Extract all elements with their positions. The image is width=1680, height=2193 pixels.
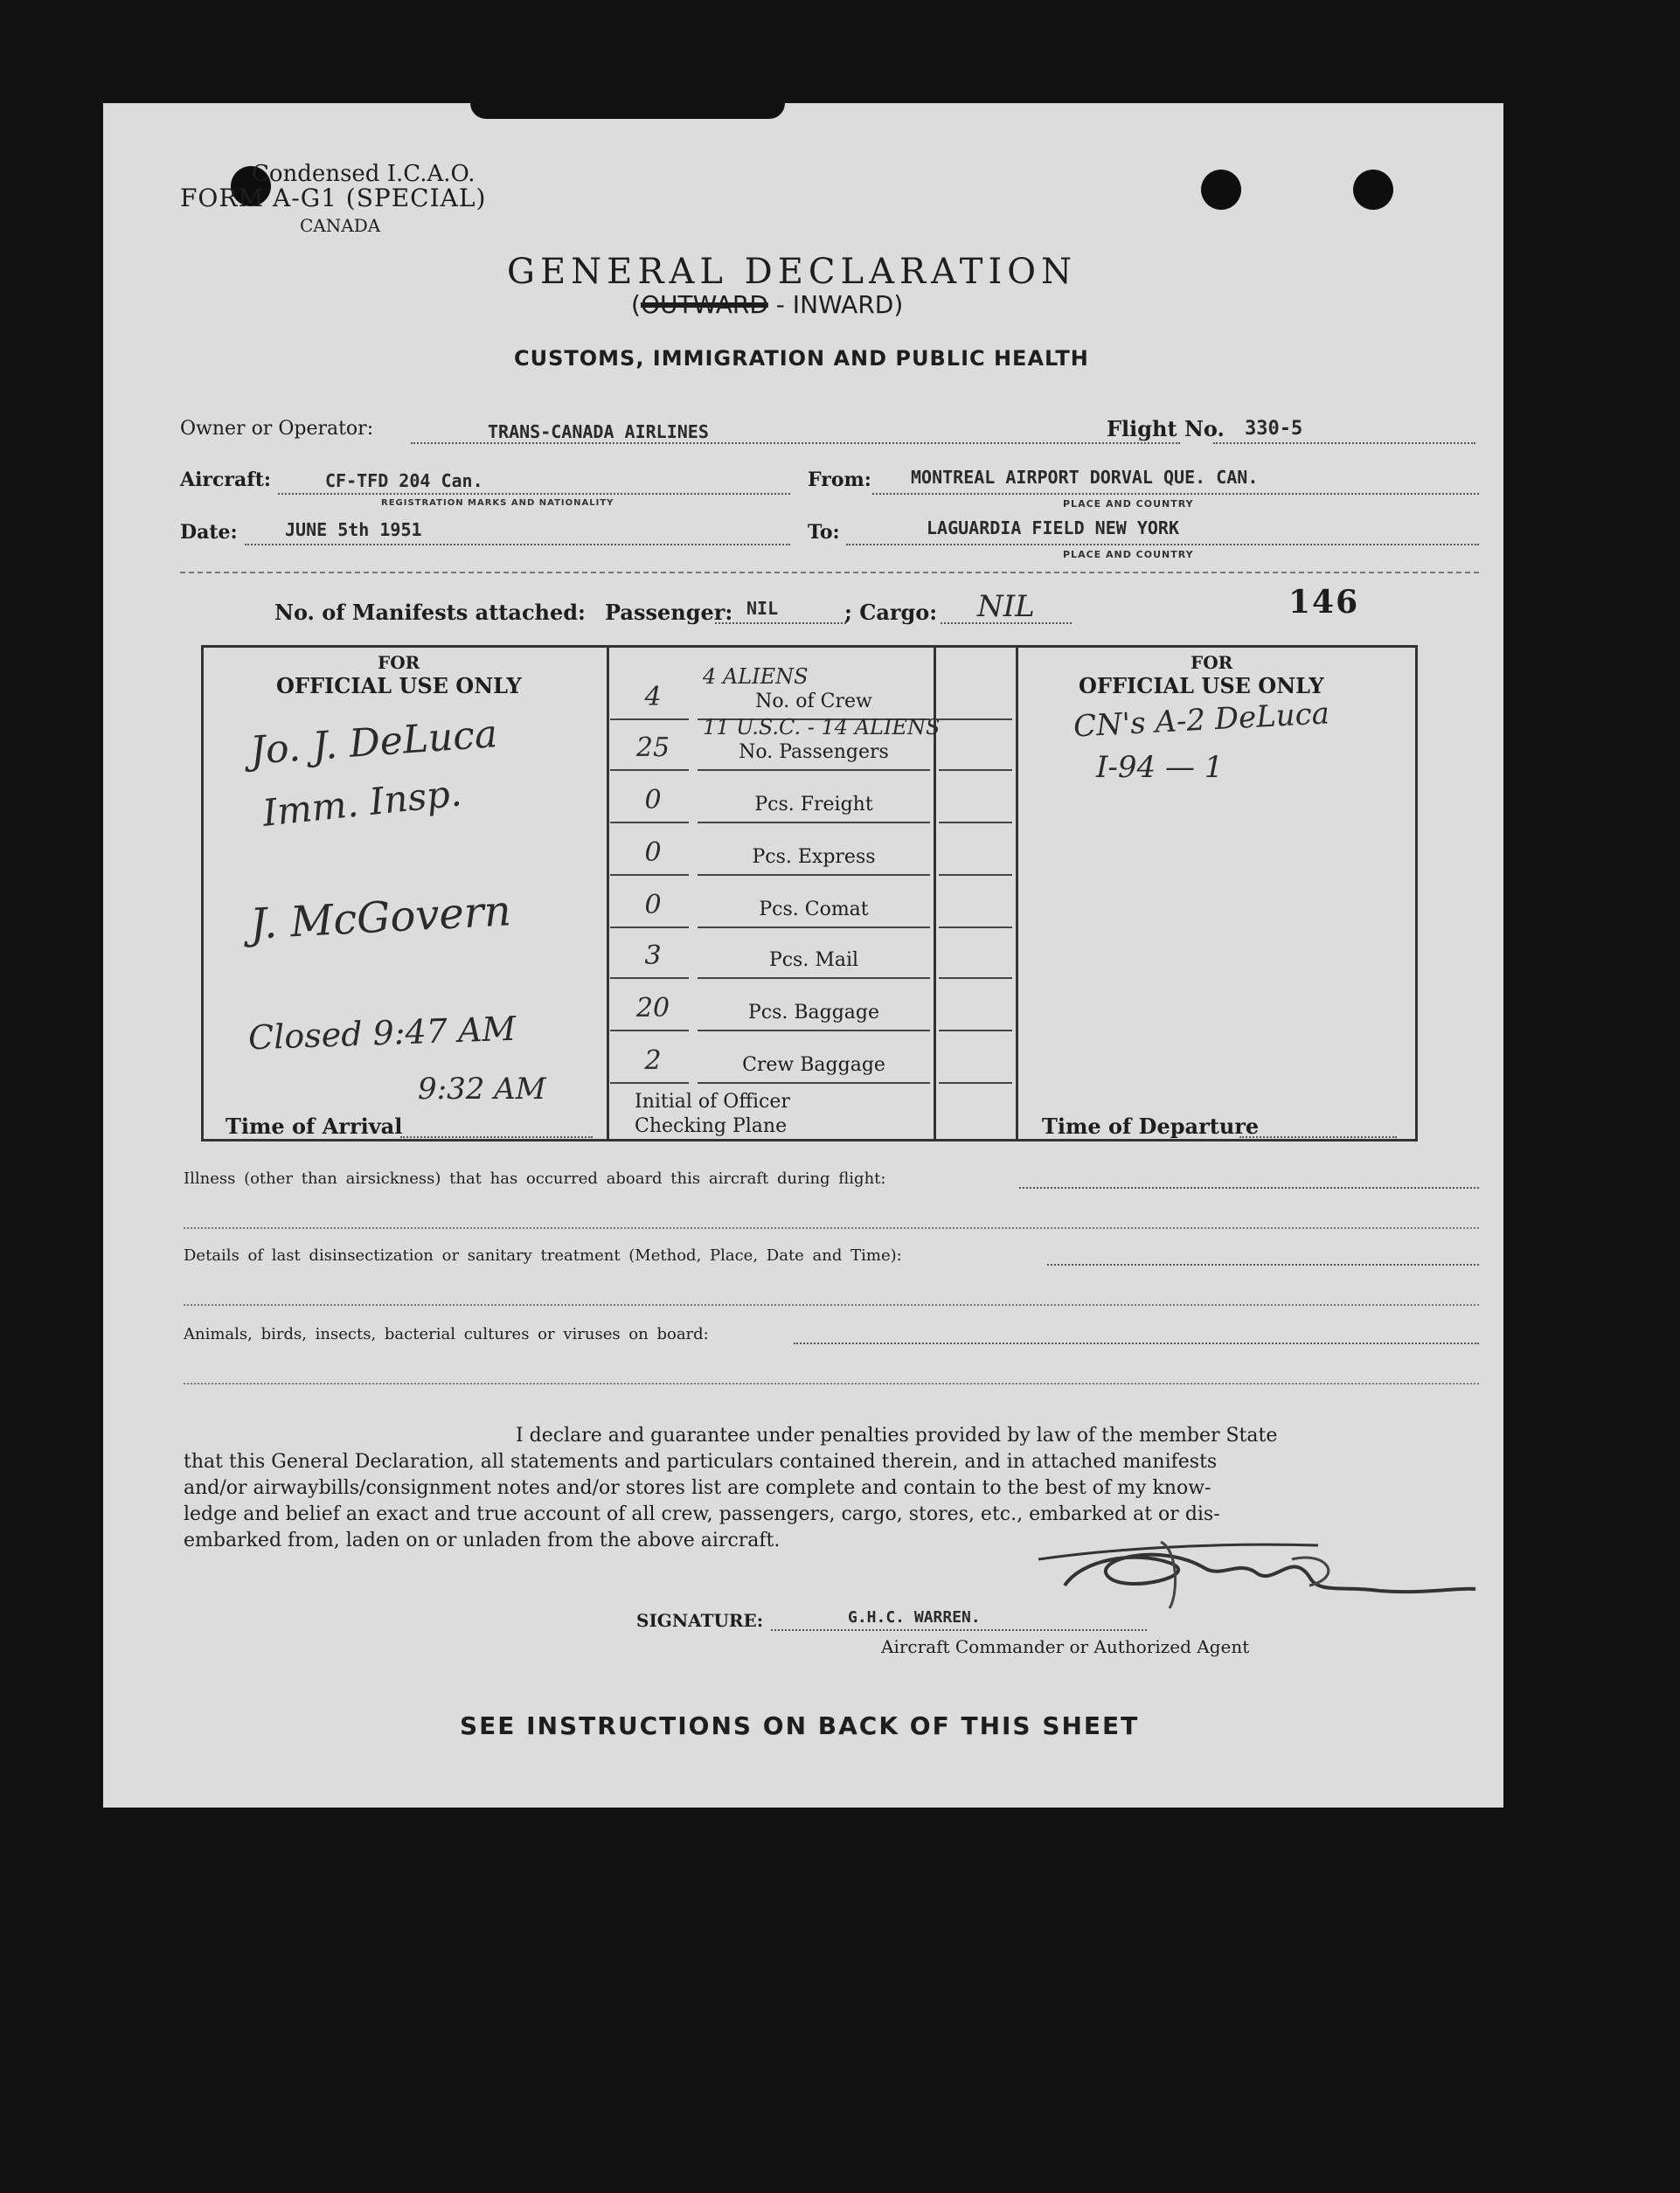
- table-row-rule: [610, 822, 689, 823]
- handwritten-right-note-1: CN's A-2 DeLuca: [1073, 696, 1330, 745]
- to-caption: PLACE AND COUNTRY: [1063, 549, 1194, 560]
- animals-line-2: [184, 1383, 1479, 1385]
- table-divider-3: [1016, 645, 1018, 1142]
- flight-value: 330-5: [1245, 418, 1303, 440]
- time-departure-line: [1239, 1136, 1397, 1138]
- form-header-line3: CANADA: [300, 215, 381, 236]
- table-row-value: 25: [635, 732, 670, 763]
- table-row-rule: [939, 1082, 1012, 1084]
- table-row-rule: [939, 1030, 1012, 1031]
- table-row-label: Crew Baggage: [742, 1054, 885, 1076]
- table-row-rule: [610, 874, 689, 876]
- time-arrival-label: Time of Arrival: [226, 1114, 403, 1139]
- owner-value: TRANS-CANADA AIRLINES: [488, 421, 709, 442]
- table-row-label: No. of Crew: [755, 691, 872, 712]
- table-row-label: Pcs. Baggage: [747, 1002, 880, 1024]
- illness-line: [1019, 1187, 1479, 1189]
- table-divider-4: [1415, 645, 1418, 1142]
- table-row-rule: [610, 1030, 689, 1031]
- from-caption: PLACE AND COUNTRY: [1063, 498, 1194, 510]
- table-row-value: 4: [644, 682, 662, 712]
- table-row-label: Pcs. Express: [752, 846, 876, 868]
- declaration-line-4: ledge and belief an exact and true account of all crew, passengers, cargo, stores, etc., embarked at or dis-: [184, 1503, 1220, 1525]
- torn-edge: [470, 103, 785, 119]
- manifests-label: No. of Manifests attached:: [274, 600, 586, 625]
- illness-line-2: [184, 1227, 1479, 1229]
- disinsect-line-2: [184, 1304, 1479, 1306]
- manifests-passenger-line: [715, 622, 846, 624]
- table-row-rule: [610, 926, 689, 928]
- manifests-passenger-value: NIL: [746, 598, 779, 619]
- declaration-line-2: that this General Declaration, all statements and particulars contained therein, and in attached manifests: [184, 1451, 1218, 1473]
- declaration-line-1: I declare and guarantee under penalties provided by law of the member State: [516, 1425, 1278, 1447]
- table-row-value: 2: [644, 1045, 662, 1076]
- right-official-label: OFFICIAL USE ONLY: [1079, 673, 1324, 698]
- table-row-rule: [698, 1030, 930, 1031]
- declaration-line-5: embarked from, laden on or unladen from the above aircraft.: [184, 1530, 781, 1551]
- manifests-cargo-value: NIL: [977, 589, 1035, 624]
- subtitle-inward: - INWARD): [767, 290, 904, 319]
- owner-line: [411, 442, 1180, 444]
- table-row-rule: [610, 769, 689, 771]
- signature-line: [771, 1629, 1147, 1631]
- aircraft-line: [278, 493, 790, 495]
- handwritten-officer-2: J. McGovern: [248, 886, 512, 949]
- illness-label: Illness (other than airsickness) that has occurred aboard this aircraft during flight:: [184, 1169, 886, 1188]
- table-row-rule: [698, 822, 930, 823]
- table-row-rule: [939, 874, 1012, 876]
- signature-name: G.H.C. WARREN.: [848, 1608, 981, 1627]
- handwritten-signature: [1030, 1524, 1484, 1620]
- initial-officer-label-1: Initial of Officer: [635, 1091, 790, 1113]
- table-row-rule: [610, 718, 689, 720]
- manifests-passenger-label: Passenger:: [605, 600, 733, 625]
- footer-instructions: SEE INSTRUCTIONS ON BACK OF THIS SHEET: [460, 1711, 1140, 1740]
- aircraft-caption: REGISTRATION MARKS AND NATIONALITY: [381, 498, 614, 508]
- initial-officer-label-2: Checking Plane: [635, 1115, 788, 1137]
- table-row-value: 0: [644, 785, 662, 815]
- table-row-label: Pcs. Comat: [759, 899, 869, 920]
- from-label: From:: [808, 468, 871, 491]
- subtitle-struck-word: OUTWARD: [640, 290, 768, 319]
- table-row-rule: [610, 1082, 689, 1084]
- page-subtitle: [631, 290, 903, 319]
- handwritten-closed-time: Closed 9:47 AM: [247, 1009, 517, 1058]
- aircraft-label: Aircraft:: [180, 468, 272, 491]
- table-row-value: 20: [635, 993, 670, 1024]
- table-row-rule: [939, 718, 1012, 720]
- table-row-note: 4 ALIENS: [703, 664, 809, 689]
- to-line: [846, 544, 1479, 545]
- table-row-rule: [698, 1082, 930, 1084]
- time-arrival-handwritten: 9:32 AM: [418, 1072, 546, 1107]
- signature-caption: Aircraft Commander or Authorized Agent: [881, 1636, 1250, 1657]
- table-row-label: Pcs. Freight: [754, 794, 873, 815]
- table-row-rule: [939, 822, 1012, 823]
- table-row-rule: [698, 977, 930, 979]
- table-row-rule: [939, 926, 1012, 928]
- table-divider-1: [607, 645, 609, 1142]
- table-row-rule: [610, 977, 689, 979]
- disinsect-label: Details of last disinsectization or sanitary treatment (Method, Place, Date and Time):: [184, 1246, 902, 1265]
- handwritten-officer-title: Imm. Insp.: [260, 771, 464, 835]
- animals-label: Animals, birds, insects, bacterial cultures or viruses on board:: [184, 1325, 709, 1343]
- subtitle-open-paren: (: [631, 290, 641, 319]
- table-row-rule: [698, 926, 930, 928]
- form-header-line1: Condensed I.C.A.O.: [252, 161, 476, 187]
- manifest-number: 146: [1288, 584, 1360, 621]
- to-label: To:: [808, 521, 840, 544]
- aircraft-value: CF-TFD 204 Can.: [325, 470, 483, 491]
- manifests-cargo-label: ; Cargo:: [844, 600, 938, 625]
- punch-hole-right-1: [1201, 170, 1241, 210]
- header-divider: [180, 572, 1479, 573]
- table-row-rule: [939, 977, 1012, 979]
- animals-line: [794, 1343, 1479, 1344]
- to-value: LAGUARDIA FIELD NEW YORK: [927, 517, 1179, 538]
- form-header-line2: FORM A-G1 (SPECIAL): [180, 184, 487, 212]
- owner-label: Owner or Operator:: [180, 418, 374, 440]
- table-row-label: No. Passengers: [739, 741, 889, 763]
- table-row-value: 3: [644, 940, 662, 971]
- signature-label: SIGNATURE:: [636, 1610, 764, 1631]
- table-row-value: 0: [644, 837, 662, 868]
- time-arrival-line: [400, 1136, 593, 1138]
- table-row-rule: [939, 769, 1012, 771]
- disinsect-line: [1047, 1264, 1479, 1266]
- page-title: GENERAL DECLARATION: [507, 252, 1078, 292]
- left-official-label: OFFICIAL USE ONLY: [276, 673, 522, 698]
- flight-label: Flight No.: [1107, 416, 1225, 441]
- date-label: Date:: [180, 521, 238, 544]
- table-row-value: 0: [644, 890, 662, 920]
- declaration-line-3: and/or airwaybills/consignment notes and/or stores list are complete and contain to the best of my know-: [184, 1477, 1211, 1499]
- left-for-label: FOR: [378, 652, 420, 673]
- time-departure-label: Time of Departure: [1042, 1114, 1260, 1139]
- declaration-form-sheet: [103, 103, 1503, 1808]
- handwritten-right-note-2: I-94 — 1: [1096, 750, 1224, 785]
- table-row-rule: [698, 874, 930, 876]
- right-for-label: FOR: [1191, 652, 1233, 673]
- handwritten-officer-name: Jo. J. DeLuca: [248, 711, 499, 774]
- date-value: JUNE 5th 1951: [285, 519, 422, 540]
- flight-line: [1213, 442, 1475, 444]
- date-line: [245, 544, 790, 545]
- table-row-rule: [698, 769, 930, 771]
- table-row-note: 11 U.S.C. - 14 ALIENS: [703, 715, 941, 739]
- from-value: MONTREAL AIRPORT DORVAL QUE. CAN.: [911, 467, 1259, 488]
- section-heading: CUSTOMS, IMMIGRATION AND PUBLIC HEALTH: [514, 346, 1089, 371]
- punch-hole-right-2: [1353, 170, 1393, 210]
- from-line: [872, 493, 1479, 495]
- table-row-label: Pcs. Mail: [768, 949, 859, 971]
